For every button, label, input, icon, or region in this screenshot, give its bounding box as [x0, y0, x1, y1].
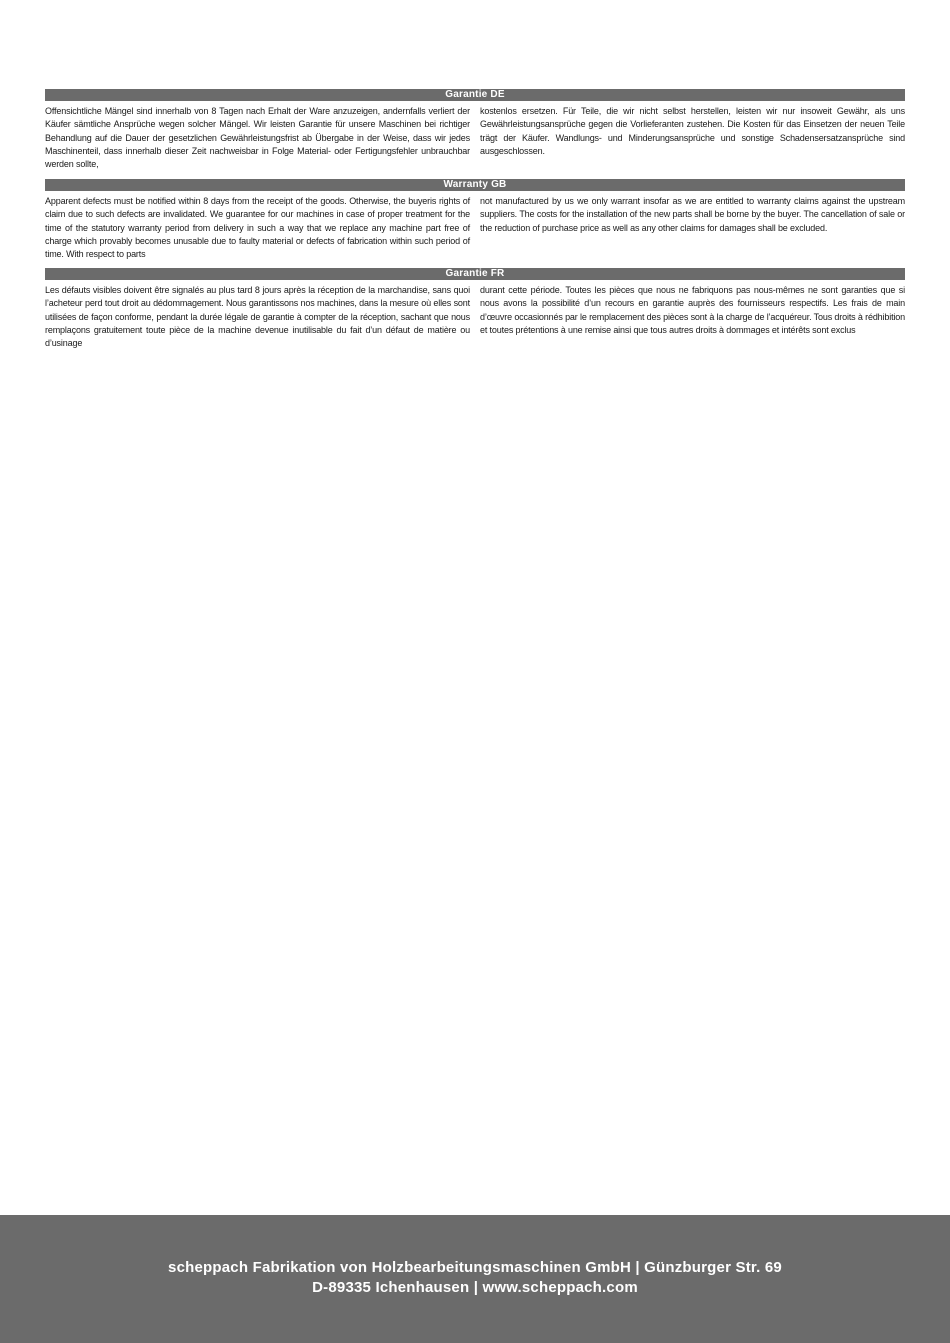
warranty-text-de-left: Offensichtliche Mängel sind innerhalb von 8 Tagen nach Erhalt der Ware anzuzeigen, andernfalls verliert der Käufer sämtliche Ansprüche wegen solcher Mängel. Wir leisten Garantie für unsere Maschinen bei richtiger Behandlung auf die Dauer der gesetzlichen Gewährleistungsfrist ab Übergabe in der Weise, dass wir jedes Maschinenteil, dass innerhalb dieser Zeit nachweisbar in Folge Material- oder Fertigungsfehler unbrauchbar werden sollte,: [45, 106, 470, 170]
section-body-de: [45, 101, 905, 176]
footer-company-line: scheppach Fabrikation von Holzbearbeitungsmaschinen GmbH | Günzburger Str. 69: [168, 1259, 782, 1276]
warranty-content: [45, 89, 905, 355]
warranty-text-gb-left: Apparent defects must be notified within 8 days from the receipt of the goods. Otherwise, the buyeris rights of claim due to such defects are invalidated. We guarantee for our machines in case of proper treatment for the time of the statutory warranty period from delivery in such a way that we replace any machine part free of charge which provably becomes unusable due to faulty material or defects of fabrication within such period of time. With respect to parts: [45, 196, 470, 260]
warranty-text-de-right: kostenlos ersetzen. Für Teile, die wir nicht selbst herstellen, leisten wir nur insoweit Gewähr, als uns Gewährleistungsansprüche gegen die Vorlieferanten zustehen. Die Kosten für das Einsetzen der neuen Teile trägt der Käufer. Wandlungs- und Minderungsansprüche und sonstige Schadensersatzansprüche sind ausgeschlossen.: [480, 106, 905, 156]
warranty-text-gb-right: not manufactured by us we only warrant insofar as we are entitled to warranty claims against the upstream suppliers. The costs for the installation of the new parts shall be borne by the buyer. The cancellation of sale or the reduction of purchase price as well as any other claims for damages shall be excluded.: [480, 196, 905, 233]
section-title-de: Garantie DE: [45, 89, 905, 101]
footer-address-block: [0, 1258, 950, 1298]
warranty-text-fr-left: Les défauts visibles doivent être signalés au plus tard 8 jours après la réception de la marchandise, sans quoi l’acheteur perd tout droit au dédommagement. Nous garantissons nos machines, dans la mesure où elles sont utilisées de façon conforme, pendant la durée légale de garantie à compter de la réception, sachant que nous remplaçons gratuitement toute pièce de la machine devenue inutilisable du fait d’un défaut de matière ou d’usinage: [45, 285, 470, 349]
company-footer: [0, 1215, 950, 1343]
footer-contact-line: D-89335 Ichenhausen | www.scheppach.com: [312, 1279, 638, 1296]
warranty-section-gb: [45, 179, 905, 265]
section-body-fr: [45, 280, 905, 352]
warranty-text-fr-right: durant cette période. Toutes les pièces que nous ne fabriquons pas nous-mêmes ne sont garanties que si nous avons la possibilité d’un recours en garantie auprès des fournisseurs respectifs. Les frais de main d’œuvre occasionnés par le remplacement des pièces sont à la charge de l’acquéreur. Tous droits à rédhibition et toutes prétentions à une remise ainsi que tous autres droits à dommages et intérêts sont exclus: [480, 285, 905, 335]
warranty-section-de: [45, 89, 905, 176]
section-title-gb: Warranty GB: [45, 179, 905, 191]
warranty-section-fr: [45, 268, 905, 352]
section-title-fr: Garantie FR: [45, 268, 905, 280]
section-body-gb: [45, 191, 905, 265]
